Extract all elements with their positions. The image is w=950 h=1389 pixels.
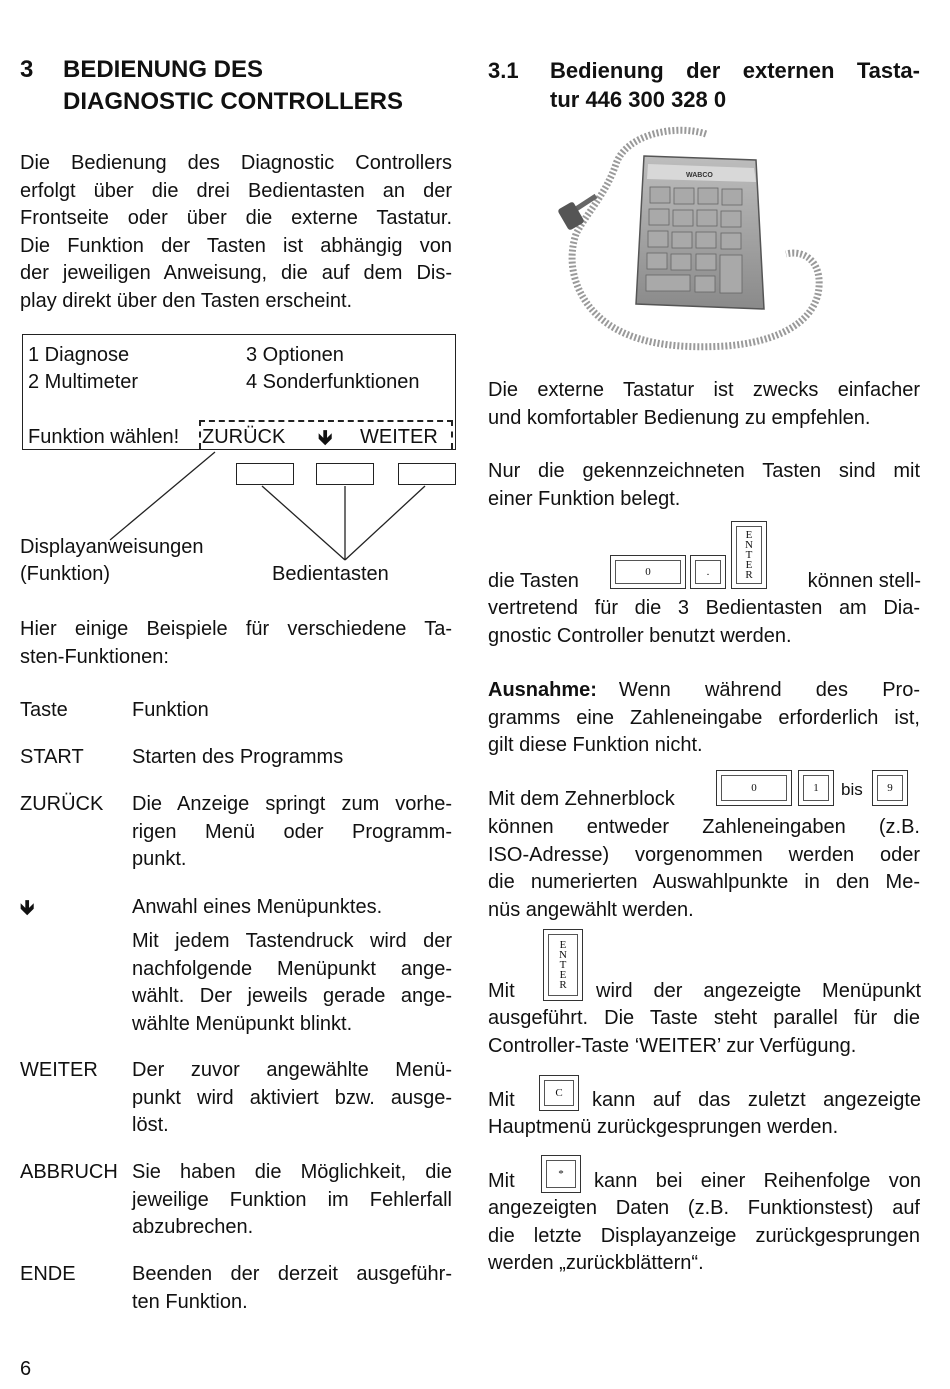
para-line: nüs angewählt werden.: [488, 898, 694, 921]
enter-letter: E: [559, 939, 567, 951]
key-zero[interactable]: [610, 555, 686, 589]
tasten-suffix: können stell-: [807, 570, 921, 592]
table-function-line: punkt wird aktiviert bzw. ausge-: [132, 1086, 452, 1109]
table-key: START: [20, 746, 84, 768]
para-line: Hauptmenü zurückgesprungen werden.: [488, 1116, 839, 1138]
para-line: ISO-Adresse) vorgenommen werden oder: [488, 843, 920, 866]
intro-line: der jeweiligen Anweisung, die auf dem Dis-: [20, 262, 452, 284]
table-function-line: ten Funktion.: [132, 1290, 248, 1313]
table-function-line: nachfolgende Menüpunkt ange-: [132, 957, 452, 980]
para-line: einer Funktion belegt.: [488, 487, 681, 510]
enter-letter: E: [745, 529, 753, 541]
table-function-line: Anwahl eines Menüpunktes.: [132, 896, 383, 918]
examples-line: Hier einige Beispiele für verschiedene Ta-: [20, 618, 452, 640]
tasten-prefix: die Tasten: [488, 570, 579, 592]
numpad-bis: bis: [841, 780, 863, 799]
key-zero[interactable]: [716, 770, 792, 806]
table-function-line: wählte Menüpunkt blinkt.: [132, 1012, 353, 1035]
display-item-1: 1 Diagnose: [28, 344, 130, 366]
table-function-line: rigen Menü oder Programm-: [132, 820, 452, 843]
table-function: [132, 1057, 452, 1140]
subsection-title: [550, 56, 920, 114]
enter-letter: T: [559, 959, 567, 971]
para-line: gnostic Controller benutzt werden.: [488, 624, 792, 647]
table-function: [132, 894, 452, 922]
c-prefix: Mit: [488, 1089, 515, 1111]
key-c[interactable]: [539, 1075, 579, 1111]
exception-text: Wenn während des Pro-: [618, 679, 920, 701]
para-line: angezeigten Daten (z.B. Funktionstest) auf: [488, 1197, 920, 1219]
table-function-line: punkt.: [132, 848, 187, 870]
enter-letter: N: [559, 949, 567, 961]
key-one[interactable]: [798, 770, 834, 806]
display-item-3: 3 Optionen: [246, 344, 344, 366]
key-enter[interactable]: [731, 521, 767, 589]
arrow-down-icon: 🡻: [20, 895, 35, 919]
para-marked-keys: [488, 458, 920, 513]
star-prefix: Mit: [488, 1170, 515, 1192]
key-zero-label: 0: [721, 775, 787, 801]
table-key: ENDE: [20, 1263, 76, 1285]
table-function: [132, 1159, 452, 1242]
exception-paragraph: [488, 677, 920, 760]
key-dot[interactable]: [690, 555, 726, 589]
para-line: ausgeführt. Die Taste steht parallel für die: [488, 1007, 920, 1029]
para-line: und komfortabler Bedienung zu empfehlen.: [488, 406, 871, 429]
table-function-line: wählt. Der jeweils gerade ange-: [132, 985, 452, 1007]
display-back-label: ZURÜCK: [202, 426, 286, 448]
subsection-title-line: tur 446 300 328 0: [550, 87, 727, 112]
table-key: ZURÜCK: [20, 793, 104, 815]
key-dot-label: .: [695, 560, 721, 584]
keypad-brand-label: WABCO: [686, 172, 713, 179]
key-enter-label: [736, 526, 762, 584]
key-c-label: C: [544, 1080, 574, 1106]
c-suffix: kann auf das zuletzt angezeigte: [592, 1089, 921, 1111]
para-line: Nur die gekennzeichneten Tasten sind mit: [488, 460, 920, 482]
display-item-4: 4 Sonderfunktionen: [246, 371, 420, 393]
table-function: [132, 744, 452, 772]
star-paragraph: [488, 1195, 920, 1278]
key-nine[interactable]: [872, 770, 908, 806]
enter-letter: R: [559, 979, 567, 991]
key-nine-label: 9: [877, 775, 903, 801]
table-function-line: Beenden der derzeit ausgeführ-: [132, 1263, 452, 1285]
key-zero-label: 0: [615, 560, 681, 584]
intro-line: Die Funktion der Tasten ist abhängig von: [20, 234, 452, 257]
para-line: Die externe Tastatur ist zwecks einfacher: [488, 379, 920, 401]
para-external-keypad: [488, 377, 920, 432]
external-keypad-image: [556, 124, 836, 364]
section-title-line1: BEDIENUNG DES: [63, 56, 264, 83]
enter-letter: N: [745, 539, 753, 551]
section-title-line2: DIAGNOSTIC CONTROLLERS: [63, 88, 403, 115]
label-control-keys: Bedientasten: [272, 563, 389, 585]
enter-letter: E: [745, 559, 753, 571]
key-enter[interactable]: [543, 929, 583, 1001]
para-line: können entweder Zahleneingaben (z.B.: [488, 816, 920, 838]
para-line: die numerierten Auswahlpunkte in den Me-: [488, 871, 920, 893]
intro-line: Die Bedienung des Diagnostic Controllers: [20, 152, 452, 174]
key-star-label: *: [546, 1160, 576, 1188]
enter-letter: E: [559, 969, 567, 981]
table-key: WEITER: [20, 1059, 98, 1081]
enter-suffix: wird der angezeigte Menüpunkt: [596, 980, 921, 1002]
table-function-line: Der zuvor angewählte Menü-: [132, 1059, 452, 1081]
table-function-line: Sie haben die Möglichkeit, die: [132, 1161, 452, 1183]
table-function-line: Die Anzeige springt zum vorhe-: [132, 793, 452, 815]
para-line: gilt diese Funktion nicht.: [488, 734, 703, 756]
c-paragraph: [488, 1114, 920, 1142]
exception-label: Ausnahme:: [488, 679, 597, 701]
examples-line: sten-Funktionen:: [20, 645, 169, 668]
enter-paragraph: [488, 1005, 920, 1060]
table-function-line: jeweilige Funktion im Fehlerfall: [132, 1188, 452, 1211]
table-function: [132, 1261, 452, 1316]
para-line: vertretend für die 3 Bedientasten am Dia-: [488, 597, 920, 619]
display-prompt: Funktion wählen!: [28, 426, 180, 448]
table-function-line: abzubrechen.: [132, 1216, 254, 1238]
table-function: [132, 791, 452, 874]
section-number: 3: [20, 56, 34, 83]
enter-letter: T: [745, 549, 753, 561]
table-function-line: Starten des Programms: [132, 746, 344, 768]
table-function-line: Mit jedem Tastendruck wird der: [132, 930, 452, 952]
exception-first-line: [488, 677, 920, 705]
para-line: werden „zurückblättern“.: [488, 1252, 704, 1274]
display-item-2: 2 Multimeter: [28, 371, 139, 393]
table-key: ABBRUCH: [20, 1161, 118, 1183]
para-line: gramms eine Zahleneingabe erforderlich ist,: [488, 706, 920, 729]
para-line: Controller-Taste ‘WEITER’ zur Verfügung.: [488, 1034, 857, 1057]
label-display-instructions: Displayanweisungen: [20, 536, 204, 558]
key-enter-label: [548, 934, 578, 996]
intro-line: play direkt über den Tasten erscheint.: [20, 289, 353, 312]
para-line: die letzte Displayanzeige zurückgesprungen: [488, 1224, 920, 1247]
key-one-label: 1: [803, 775, 829, 801]
key-star[interactable]: [541, 1155, 581, 1193]
star-suffix: kann bei einer Reihenfolge von: [594, 1170, 921, 1192]
table-head-function: Funktion: [132, 699, 209, 721]
enter-letter: R: [745, 569, 753, 581]
enter-prefix: Mit: [488, 980, 515, 1002]
tasten-paragraph: [488, 595, 920, 650]
table-function: [132, 928, 452, 1038]
intro-line: Frontseite oder über die externe Tastatur.: [20, 207, 452, 229]
subsection-number: 3.1: [488, 58, 519, 83]
examples-intro: [20, 616, 452, 671]
arrow-down-icon: 🡻: [318, 425, 333, 449]
numpad-paragraph: [488, 814, 920, 924]
numpad-prefix: Mit dem Zehnerblock: [488, 788, 675, 810]
table-head-key: Taste: [20, 699, 68, 721]
page-number: 6: [20, 1358, 32, 1380]
table-function-line: löst.: [132, 1114, 169, 1136]
label-function: (Funktion): [20, 563, 111, 585]
display-next-label: WEITER: [360, 426, 438, 448]
subsection-title-line: Bedienung der externen Tasta-: [550, 58, 920, 83]
intro-line: erfolgt über die drei Bedientasten an der: [20, 179, 452, 202]
